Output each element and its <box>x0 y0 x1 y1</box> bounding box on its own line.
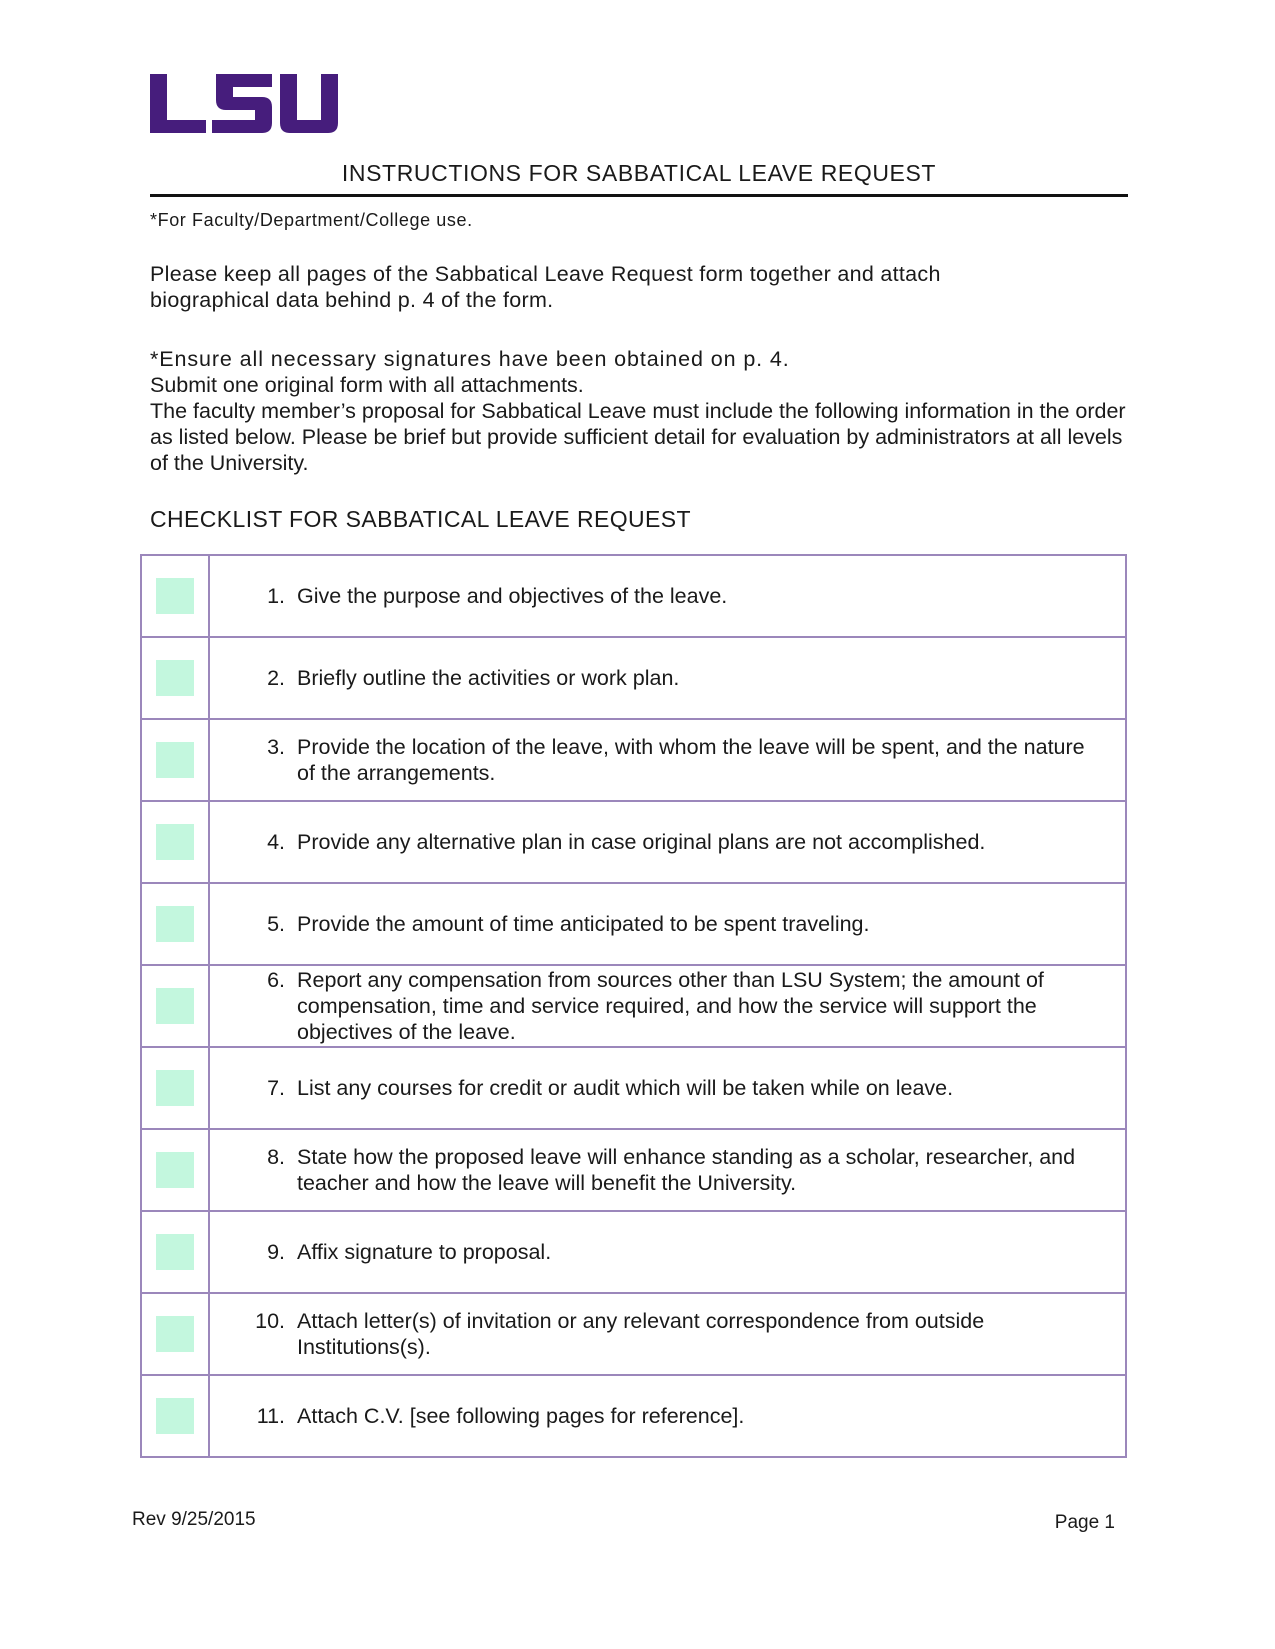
checklist-row <box>141 1047 1126 1129</box>
checkbox-item-5[interactable] <box>156 906 194 942</box>
item-number: 3. <box>267 735 285 759</box>
checkbox-item-8[interactable] <box>156 1152 194 1188</box>
checklist-row <box>141 883 1126 965</box>
checkbox-item-9[interactable] <box>156 1234 194 1270</box>
checkbox-item-2[interactable] <box>156 660 194 696</box>
revision-date: Rev 9/25/2015 <box>132 1509 256 1530</box>
item-text: Attach C.V. [see following pages for reference]. <box>297 1404 745 1428</box>
item-cell <box>209 1047 1126 1129</box>
item-text: Attach letter(s) of invitation or any relevant correspondence from outside Institutions(s). <box>297 1309 985 1359</box>
checkbox-cell <box>141 1047 209 1129</box>
proposal-instruction: The faculty member’s proposal for Sabbatical Leave must include the following information in the order as listed below. Please be brief but provide sufficient detail for evaluation by administrators at all levels of the University. <box>150 399 1126 475</box>
item-text: Provide the location of the leave, with whom the leave will be spent, and the nature of the arrangements. <box>297 735 1085 785</box>
checkbox-item-1[interactable] <box>156 578 194 614</box>
checkbox-item-6[interactable] <box>156 988 194 1024</box>
item-text: List any courses for credit or audit which will be taken while on leave. <box>297 1076 954 1100</box>
checklist-row <box>141 1375 1126 1457</box>
checkbox-cell <box>141 1129 209 1211</box>
item-number: 6. <box>267 968 285 992</box>
item-number: 8. <box>267 1145 285 1169</box>
checkbox-cell <box>141 883 209 965</box>
checklist-row <box>141 965 1126 1047</box>
item-number: 10. <box>255 1309 285 1333</box>
item-cell <box>209 1211 1126 1293</box>
item-cell <box>209 719 1126 801</box>
checklist-row <box>141 1129 1126 1211</box>
checklist-row <box>141 637 1126 719</box>
checklist-row <box>141 801 1126 883</box>
item-number: 11. <box>256 1404 285 1428</box>
checkbox-cell <box>141 1211 209 1293</box>
item-cell <box>209 555 1126 637</box>
item-cell <box>209 801 1126 883</box>
checkbox-cell <box>141 1293 209 1375</box>
lsu-logo-icon <box>150 74 340 136</box>
item-number: 9. <box>267 1240 285 1264</box>
item-cell <box>209 883 1126 965</box>
checkbox-cell <box>141 555 209 637</box>
signatures-instruction: *Ensure all necessary signatures have been obtained on p. 4. <box>150 347 790 371</box>
checkbox-item-3[interactable] <box>156 742 194 778</box>
checkbox-cell <box>141 801 209 883</box>
checklist-row <box>141 1211 1126 1293</box>
checklist-row <box>141 555 1126 637</box>
item-text: Briefly outline the activities or work plan. <box>297 666 680 690</box>
checklist-row <box>141 719 1126 801</box>
checkbox-item-4[interactable] <box>156 824 194 860</box>
item-cell <box>209 1293 1126 1375</box>
intro-paragraph <box>150 261 1130 313</box>
item-number: 5. <box>267 912 285 936</box>
item-number: 4. <box>267 830 285 854</box>
checkbox-cell <box>141 637 209 719</box>
intro-line-2: biographical data behind p. 4 of the form. <box>150 288 554 312</box>
item-number: 1. <box>267 584 285 608</box>
instructions-paragraph <box>150 346 1130 476</box>
item-text: Provide the amount of time anticipated to be spent traveling. <box>297 912 870 936</box>
checkbox-cell <box>141 965 209 1047</box>
item-number: 7. <box>267 1076 285 1100</box>
submit-instruction: Submit one original form with all attachments. <box>150 373 584 397</box>
checklist-row <box>141 1293 1126 1375</box>
checklist-title: CHECKLIST FOR SABBATICAL LEAVE REQUEST <box>150 506 691 532</box>
checkbox-item-10[interactable] <box>156 1316 194 1352</box>
item-cell <box>209 965 1126 1047</box>
item-text: Affix signature to proposal. <box>297 1240 552 1264</box>
item-cell <box>209 637 1126 719</box>
checklist-table <box>140 554 1127 1458</box>
page-number: Page 1 <box>1054 1512 1115 1533</box>
item-cell <box>209 1129 1126 1211</box>
item-text: Provide any alternative plan in case original plans are not accomplished. <box>297 830 986 854</box>
lsu-logo <box>150 74 340 141</box>
item-number: 2. <box>267 666 285 690</box>
page-title: INSTRUCTIONS FOR SABBATICAL LEAVE REQUEST <box>341 160 937 186</box>
item-cell <box>209 1375 1126 1457</box>
usage-note: *For Faculty/Department/College use. <box>150 210 473 230</box>
item-text: Give the purpose and objectives of the leave. <box>297 584 728 608</box>
item-text: State how the proposed leave will enhance standing as a scholar, researcher, and teacher and how the leave will benefit the University. <box>297 1145 1076 1195</box>
item-text: Report any compensation from sources other than LSU System; the amount of compensation, time and service required, and how the service will support the objectives of the leave. <box>297 968 1044 1044</box>
title-divider <box>150 194 1128 197</box>
checkbox-item-11[interactable] <box>156 1398 194 1434</box>
checkbox-cell <box>141 719 209 801</box>
checkbox-cell <box>141 1375 209 1457</box>
checkbox-item-7[interactable] <box>156 1070 194 1106</box>
intro-line-1: Please keep all pages of the Sabbatical Leave Request form together and attach <box>150 262 941 286</box>
